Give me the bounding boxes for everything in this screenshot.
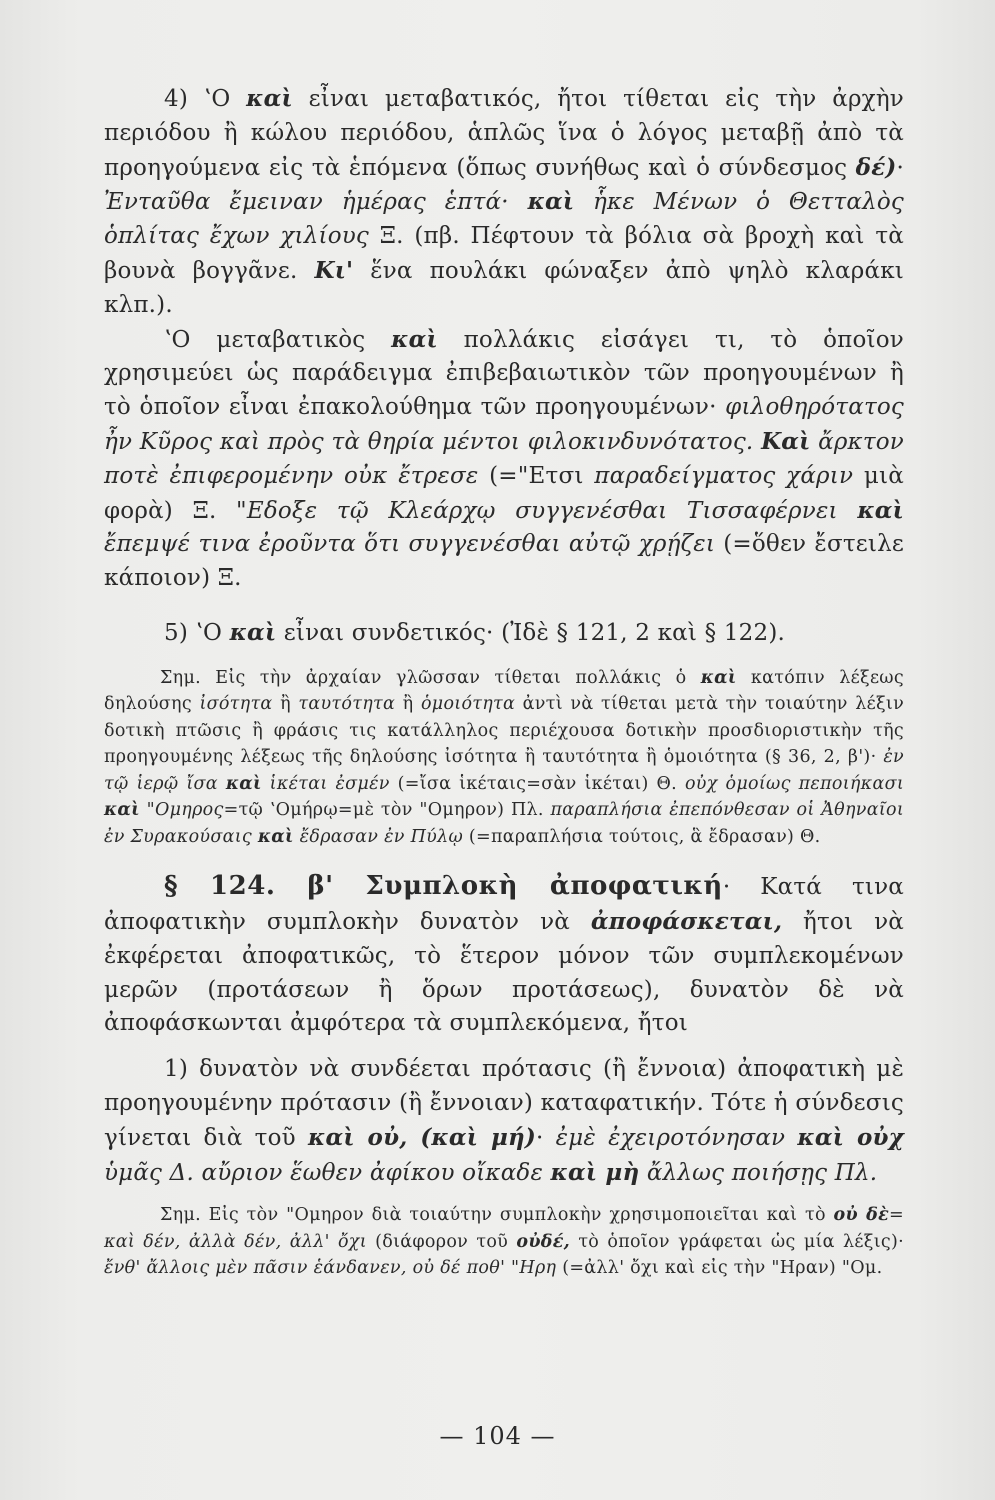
text-run: τὸ ὁποῖον γράφεται ὡς μία λέξις)· (570, 1231, 904, 1252)
paragraph-1 (104, 1053, 904, 1190)
text-run: ἢ (395, 694, 421, 715)
example-text: "Εδοξε τῷ Κλεάρχῳ συγγενέσθαι Τισσαφέρνει (236, 497, 858, 524)
example-text: παραδείγματος χάριν (594, 462, 854, 489)
example-text: καὶ δέν, ἀλλὰ δέν, ἀλλ' ὄχι (104, 1231, 367, 1252)
emphasis: καὶ (104, 800, 140, 821)
section-124 (104, 870, 904, 1041)
text-run: · (896, 154, 904, 181)
emphasis: οὐδέ, (516, 1231, 571, 1252)
example-text: ἐμὲ ἐχειροτόνησαν (555, 1124, 798, 1151)
text-run: μιὰ φορὰ) Ξ. (104, 462, 904, 524)
emphasis: καὶ (857, 496, 904, 524)
text-run: εἶναι συνδετικός· (Ἰδὲ § 121, 2 καὶ § 122). (276, 619, 786, 646)
emphasis: οὐ δὲ (833, 1205, 890, 1226)
example-text: φιλοθηρότατος ἦν Κῦρος καὶ πρὸς τὰ θηρία μέντοι φιλοκινδυνότατος. (104, 394, 904, 455)
text-run: · Κατά τινα ἀποφατικὴν συμπλοκὴν δυνατὸν νὰ (104, 874, 905, 936)
text-run: · (535, 1124, 556, 1151)
example-text: ἔνθ' ἄλλοις μὲν πᾶσιν ἑάνδανεν, οὐ δέ ποθ' "Ηρη (104, 1258, 557, 1279)
emphasis: καὶ οὐ, (καὶ μή) (308, 1123, 536, 1151)
example-text: Ἐνταῦθα ἔμειναν ἡμέρας ἑπτά· (104, 189, 528, 216)
emphasis: καὶ (246, 85, 293, 112)
paragraph-4 (104, 82, 904, 323)
text-run: κατόπιν λέξεως δηλούσης (104, 667, 904, 715)
example-text: ἔπεμψέ τινα ἐροῦντα ὅτι συγγενέσθαι αὐτῷ χρῄζει (104, 531, 716, 558)
emphasis: καὶ (225, 773, 262, 794)
text-run: ἢ (272, 694, 299, 715)
text-run: εἶναι μεταβατικός, ἤτοι τίθεται εἰς τὴν ἀρχὴν περιόδου ἢ κώλου περιόδου, ἁπλῶς ἵνα ὁ λόγος μεταβῇ ἀπὸ τὰ προηγούμενα εἰς τὰ ἑπόμενα (ὅπως συνήθως καὶ ὁ σύνδεσμος (104, 86, 904, 181)
paragraph-5 (104, 616, 904, 651)
emphasis: καὶ οὐχ (797, 1123, 904, 1151)
example-text: ἐν τῷ ἱερῷ ἴσα (104, 747, 904, 794)
text-run: = (889, 1205, 905, 1226)
text-run: (=παραπλήσια τούτοις, ἃ ἔδρασαν) Θ. (463, 826, 821, 847)
emphasis: καὶ (229, 618, 277, 646)
example-text: ἄλλως ποιήσῃς Πλ. (639, 1159, 878, 1186)
example-text: ταυτότητα (298, 694, 396, 715)
emphasis: ἀποφάσκεται, (590, 908, 783, 936)
text-run: (διάφορον τοῦ (366, 1231, 517, 1252)
emphasis: καὶ (700, 667, 737, 688)
page-number: — 104 — (439, 1422, 556, 1450)
text-run: 1) δυνατὸν νὰ συνδέεται πρότασις (ἢ ἔννοια) ἀποφατικὴ μὲ προηγουμένην πρότασιν (ἢ ἔννοιαν) καταφατικήν. Τότε ἡ σύνδεσις γίνεται διὰ τοῦ (104, 1056, 904, 1151)
text-run: ἕνα πουλάκι φώναξεν ἀπὸ ψηλὸ κλαράκι κλπ.). (104, 257, 904, 318)
example-text: ἰσότητα (199, 694, 273, 715)
text-run: ʽΟ μεταβατικὸς (164, 326, 392, 353)
example-text: οὐχ ὁμοίως πεποιήκασι (684, 773, 904, 794)
text-run: 5) ʽΟ (164, 619, 230, 646)
example-text: ἧκε Μένων ὁ Θετταλὸς ὁπλίτας ἔχων χιλίους (104, 189, 904, 250)
text-run: ἀντὶ νὰ τίθεται μετὰ τὴν τοιαύτην λέξιν δοτικὴ πτῶσις ἢ φράσις τις κατάλληλος περιέχουσα δοτικὴν προσδιοριστικὴν τῆς προηγουμένης λέξεως τῆς δηλούσης ἰσότητα ἢ ταυτότητα ἢ ὁμοιότητα (§ 36, 2, β')· (104, 694, 905, 768)
text-run: (=ἴσα ἱκέταις=σὰν ἱκέται) Θ. (389, 773, 685, 794)
emphasis: δέ) (855, 153, 897, 181)
text-run: =τῷ ʽΟμήρῳ=μὲ τὸν "Ομηρον) Πλ. (223, 800, 551, 821)
text-run: 4) ʽΟ (164, 86, 247, 112)
text-run: Ξ. (πβ. Πέφτουν τὰ βόλια σὰ βροχὴ καὶ τὰ βουνὰ βογγᾶνε. (104, 223, 904, 284)
example-text: "Ομηρος (139, 800, 224, 821)
emphasis: καὶ μὴ (550, 1158, 640, 1186)
example-text: ὑμᾶς Δ. (104, 1159, 202, 1186)
text-run: πολλάκις εἰσάγει τι, τὸ ὁποῖον χρησιμεύει ὡς παράδειγμα ἐπιβεβαιωτικὸν τῶν προηγουμένων ἢ τὸ ὁποῖον εἶναι ἐπακολούθημα τῶν προηγουμένων· (104, 326, 904, 421)
emphasis: Καὶ (761, 427, 811, 455)
text-run: (=ἀλλ' ὄχι καὶ εἰς τὴν "Ηραν) "Ομ. (556, 1258, 883, 1279)
text-run: (=ὅθεν ἔστειλε κάποιον) Ξ. (104, 531, 904, 592)
example-text: ἔδρασαν ἐν Πύλῳ (293, 826, 464, 847)
example-text: ἄρκτον ποτὲ ἐπιφερομένην οὐκ ἔτρεσε (104, 428, 904, 489)
emphasis: Κι' (314, 256, 354, 284)
example-text: ὁμοιότητα (420, 694, 516, 715)
example-text: ἱκέται ἐσμέν (261, 773, 390, 794)
example-text: αὔριον ἕωθεν ἀφίκου οἴκαδε (201, 1159, 551, 1186)
emphasis: καὶ (527, 188, 575, 216)
paragraph-4-continued (104, 323, 904, 596)
example-text: παραπλήσια ἐπεπόνθεσαν οἱ Ἀθηναῖοι ἐν Συρακούσαις (104, 800, 905, 847)
text-run: ἤτοι νὰ ἐκφέρεται ἀποφατικῶς, τὸ ἕτερον μόνον τῶν συμπλεκομένων μερῶν (προτάσεων ἢ ὅρων προτάσεως), δυνατὸν δὲ νὰ ἀποφάσκωνται ἀμφότερα τὰ συμπλεκόμενα, ἤτοι (104, 909, 905, 1037)
text-run: Σημ. Εἰς τὴν ἀρχαίαν γλῶσσαν τίθεται πολλάκις ὁ (160, 667, 701, 688)
text-run: (="Ετσι (478, 462, 595, 489)
text-run: Σημ. Εἰς τὸν "Ομηρον διὰ τοιαύτην συμπλοκὴν χρησιμοποιεῖται καὶ τὸ (160, 1205, 834, 1226)
text-column (104, 82, 904, 1282)
note-1 (104, 665, 904, 851)
section-heading: § 124. β' Συμπλοκὴ ἀποφατική (164, 871, 723, 902)
emphasis: καὶ (391, 325, 438, 353)
note-2 (104, 1202, 904, 1282)
emphasis: καὶ (257, 826, 294, 847)
